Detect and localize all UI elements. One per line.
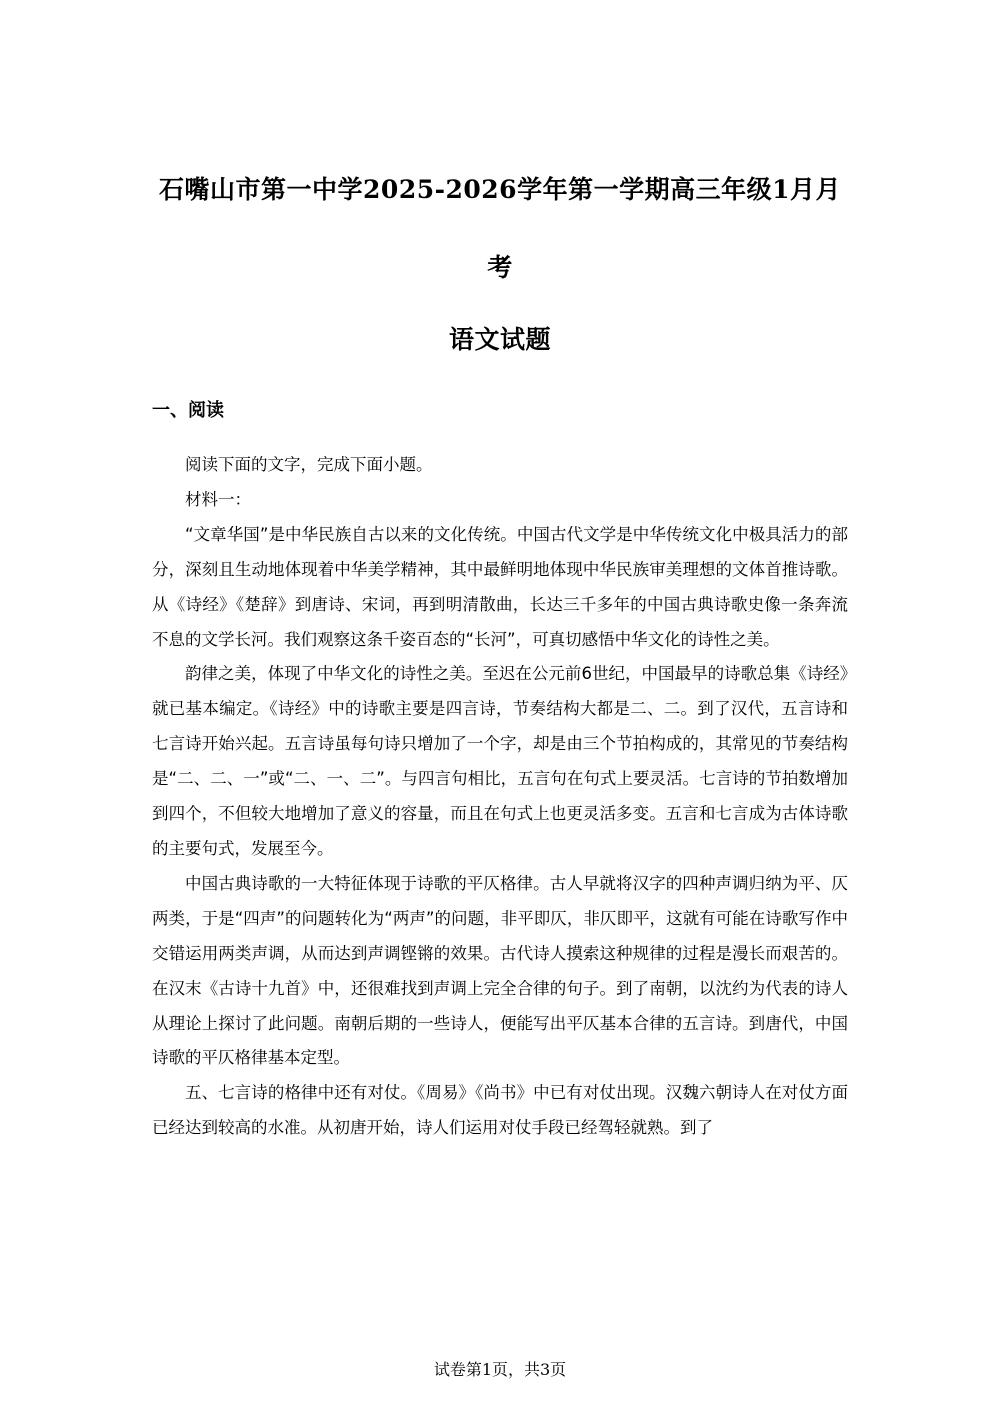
exam-title-line-1: 石嘴山市第一中学2025-2026学年第一学期高三年级1月月 bbox=[159, 175, 841, 204]
instruction-text: 阅读下面的文字，完成下面小题。 bbox=[185, 455, 433, 474]
exam-title-line-2: 考 bbox=[487, 253, 513, 282]
subject-title: 语文试题 bbox=[448, 325, 551, 354]
reading-passage bbox=[152, 448, 848, 1146]
passage-paragraph: 中国古典诗歌的一大特征体现于诗歌的平仄格律。古人早就将汉字的四种声调归纳为平、仄两类，于是“四声”的问题转化为“两声”的问题，非平即仄，非仄即平，这就有可能在诗歌写作中交错运用两类声调，从而达到声调铿锵的效果。古代诗人摸索这种规律的过程是漫长而艰苦的。在汉末《古诗十九首》中，还很难找到声调上完全合律的句子。到了南朝，以沈约为代表的诗人从理论上探讨了此问题。南朝后期的一些诗人，便能写出平仄基本合律的五言诗。到唐代，中国诗歌的平仄格律基本定型。 bbox=[152, 873, 848, 1068]
passage-paragraph: 五、七言诗的格律中还有对仗。《周易》《尚书》中已有对仗出现。汉魏六朝诗人在对仗方面已经达到较高的水准。从初唐开始，诗人们运用对仗手段已经驾轻就熟。到了 bbox=[152, 1083, 848, 1138]
section-heading: 一、阅读 bbox=[152, 400, 224, 421]
material-label: 材料一： bbox=[185, 489, 251, 509]
passage-paragraph: 韵律之美，体现了中华文化的诗性之美。至迟在公元前6世纪，中国最早的诗歌总集《诗经》就已基本编定。《诗经》中的诗歌主要是四言诗，节奏结构大都是二、二。到了汉代，五言诗和七言诗开始兴起。五言诗虽每句诗只增加了一个字，却是由三个节拍构成的，其常见的节奏结构是“二、二、一”或“二、一、二”。与四言句相比，五言句在句式上要灵活。七言诗的节拍数增加到四个，不但较大地增加了意义的容量，而且在句式上也更灵活多变。五言和七言成为古体诗歌的主要句式，发展至今。 bbox=[152, 664, 848, 858]
passage-paragraph: “文章华国”是中华民族自古以来的文化传统。中国古代文学是中华传统文化中极具活力的部分，深刻且生动地体现着中华美学精神，其中最鲜明地体现中华民族审美理想的文体首推诗歌。从《诗经》《楚辞》到唐诗、宋词，再到明清散曲，长达三千多年的中国古典诗歌史像一条奔流不息的文学长河。我们观察这条千姿百态的“长河”，可真切感悟中华文化的诗性之美。 bbox=[152, 524, 848, 649]
page-footer: 试卷第1页，共3页 bbox=[433, 1360, 567, 1379]
